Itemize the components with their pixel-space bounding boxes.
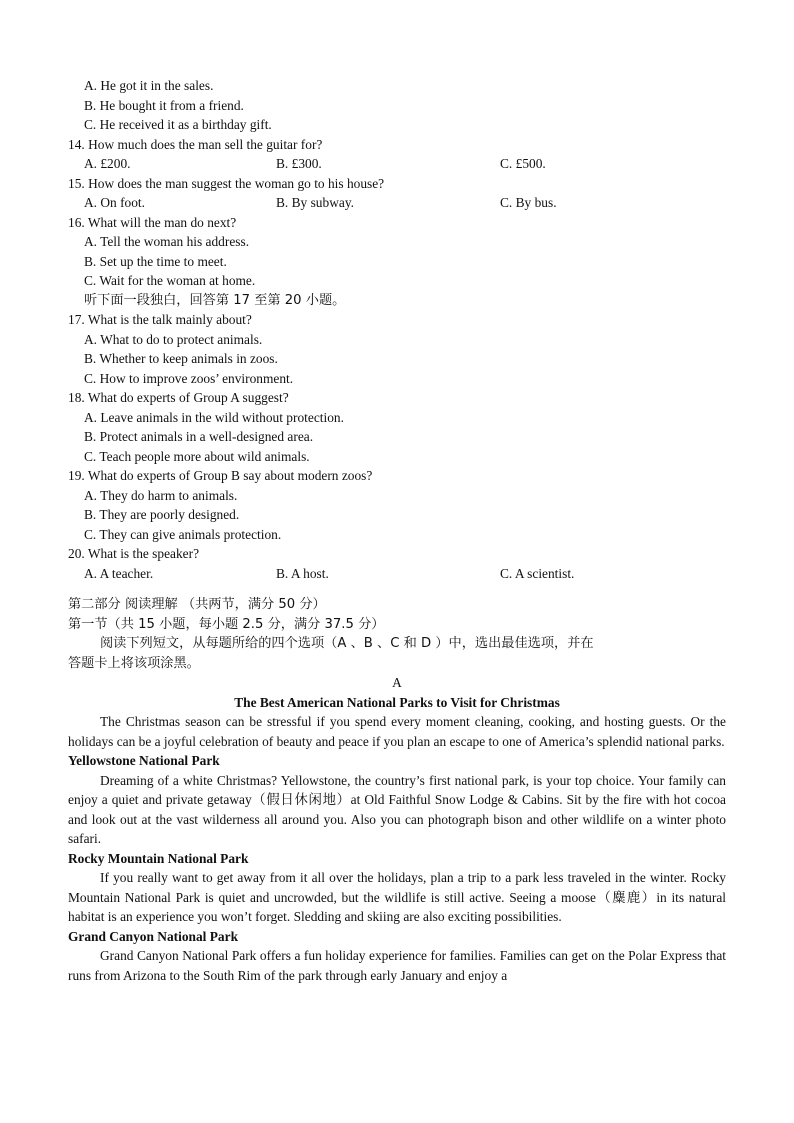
- q15-option-b: B. By subway.: [276, 195, 354, 210]
- q20-question: 20. What is the speaker?: [68, 546, 200, 561]
- q19-question: 19. What do experts of Group B say about modern zoos?: [68, 468, 373, 483]
- section-heading: Rocky Mountain National Park: [68, 850, 249, 866]
- q19-block: [68, 466, 726, 544]
- part-title: 第二部分 阅读理解 （共两节，满分 50 分）: [68, 597, 326, 612]
- q20-option-b: B. A host.: [276, 565, 329, 581]
- q14-block: [68, 135, 726, 174]
- q17-question: 17. What is the talk mainly about?: [68, 312, 252, 327]
- passage-letter: A: [392, 675, 402, 690]
- q16-option-c: C. Wait for the woman at home.: [84, 273, 256, 288]
- q19-option-b: B. They are poorly designed.: [84, 507, 240, 522]
- section-title: 第一节（共 15 小题，每小题 2.5 分，满分 37.5 分）: [68, 616, 385, 632]
- q15-option-a: A. On foot.: [84, 195, 145, 210]
- q15-options: [68, 193, 726, 213]
- section-text: Grand Canyon National Park offers a fun holiday experience for families. Families can get on the Polar Express that runs from Arizona to the South Rim of the park through early January and enjoy a: [68, 948, 726, 983]
- section-rocky-mountain: [68, 849, 726, 927]
- q20-option-c: C. A scientist.: [500, 565, 575, 581]
- instruction-line-2: 答题卡上将该项涂黑。: [68, 655, 200, 671]
- q13-block: [68, 76, 726, 135]
- section-yellowstone: [68, 751, 726, 849]
- section-heading: Yellowstone National Park: [68, 753, 220, 768]
- q20-option-a: A. A teacher.: [84, 565, 154, 581]
- q18-option-b: B. Protect animals in a well-designed area.: [84, 429, 314, 444]
- section-grand-canyon: [68, 927, 726, 986]
- q14-option-a: A. £200.: [84, 156, 131, 171]
- q17-option-a: A. What to do to protect animals.: [84, 331, 263, 347]
- section-text: If you really want to get away from it all over the holidays, plan a trip to a park less traveled in the winter. Rocky Mountain National Park is quiet and uncrowded, but the wildlife is still active. Seeing a moose（麋鹿）in its natural habitat is an experience you won’t forget. Sledding and skiing are also exciting possibilities.: [68, 870, 726, 924]
- section-text: Dreaming of a white Christmas? Yellowstone, the country’s first national park, is your top choice. Your family can enjoy a quiet and private getaway（假日休闲地）at Old Faithful Snow Lodge & Cabins. Sit by the fire with hot cocoa and look out at the vast wilderness all around you. Also you can photograph bison and other wildlife on a winter photo safari.: [68, 772, 726, 846]
- q16-question: 16. What will the man do next?: [68, 214, 237, 230]
- q17-option-c: C. How to improve zoos’ environment.: [84, 370, 294, 386]
- q14-option-c: C. £500.: [500, 156, 546, 171]
- monologue-instruction: 听下面一段独白，回答第 17 至第 20 小题。: [84, 292, 346, 308]
- q20-options: [68, 564, 726, 584]
- passage-title: The Best American National Parks to Visit for Christmas: [234, 694, 560, 710]
- exam-page: [68, 76, 726, 985]
- q18-block: [68, 388, 726, 466]
- q14-question: 14. How much does the man sell the guitar for?: [68, 136, 323, 152]
- q18-question: 18. What do experts of Group A suggest?: [68, 390, 289, 405]
- q16-option-b: B. Set up the time to meet.: [84, 253, 227, 269]
- q18-option-a: A. Leave animals in the wild without protection.: [84, 409, 344, 425]
- q16-block: [68, 213, 726, 291]
- q19-option-c: C. They can give animals protection.: [84, 526, 282, 542]
- section-heading: Grand Canyon National Park: [68, 928, 239, 944]
- q13-option-a: A. He got it in the sales.: [84, 78, 214, 93]
- q17-block: [68, 310, 726, 388]
- q19-option-a: A. They do harm to animals.: [84, 487, 238, 503]
- q17-option-b: B. Whether to keep animals in zoos.: [84, 351, 278, 366]
- q13-option-b: B. He bought it from a friend.: [84, 97, 244, 113]
- q16-option-a: A. Tell the woman his address.: [84, 234, 250, 249]
- q15-question: 15. How does the man suggest the woman go to his house?: [68, 175, 385, 191]
- q15-option-c: C. By bus.: [500, 195, 557, 210]
- q13-option-c: C. He received it as a birthday gift.: [84, 117, 272, 132]
- q14-options: [68, 154, 726, 174]
- q18-option-c: C. Teach people more about wild animals.: [84, 448, 310, 464]
- q15-block: [68, 174, 726, 213]
- q20-block: [68, 544, 726, 583]
- passage-intro: The Christmas season can be stressful if you spend every moment cleaning, cooking, and hosting guests. Or the holidays can be a joyful celebration of beauty and peace if you plan an escape to one of America’s splendid national parks.: [68, 714, 726, 749]
- instruction-line-1: 阅读下列短文，从每题所给的四个选项（A 、B 、C 和 D ）中，选出最佳选项，并在: [100, 636, 594, 651]
- q14-option-b: B. £300.: [276, 156, 322, 171]
